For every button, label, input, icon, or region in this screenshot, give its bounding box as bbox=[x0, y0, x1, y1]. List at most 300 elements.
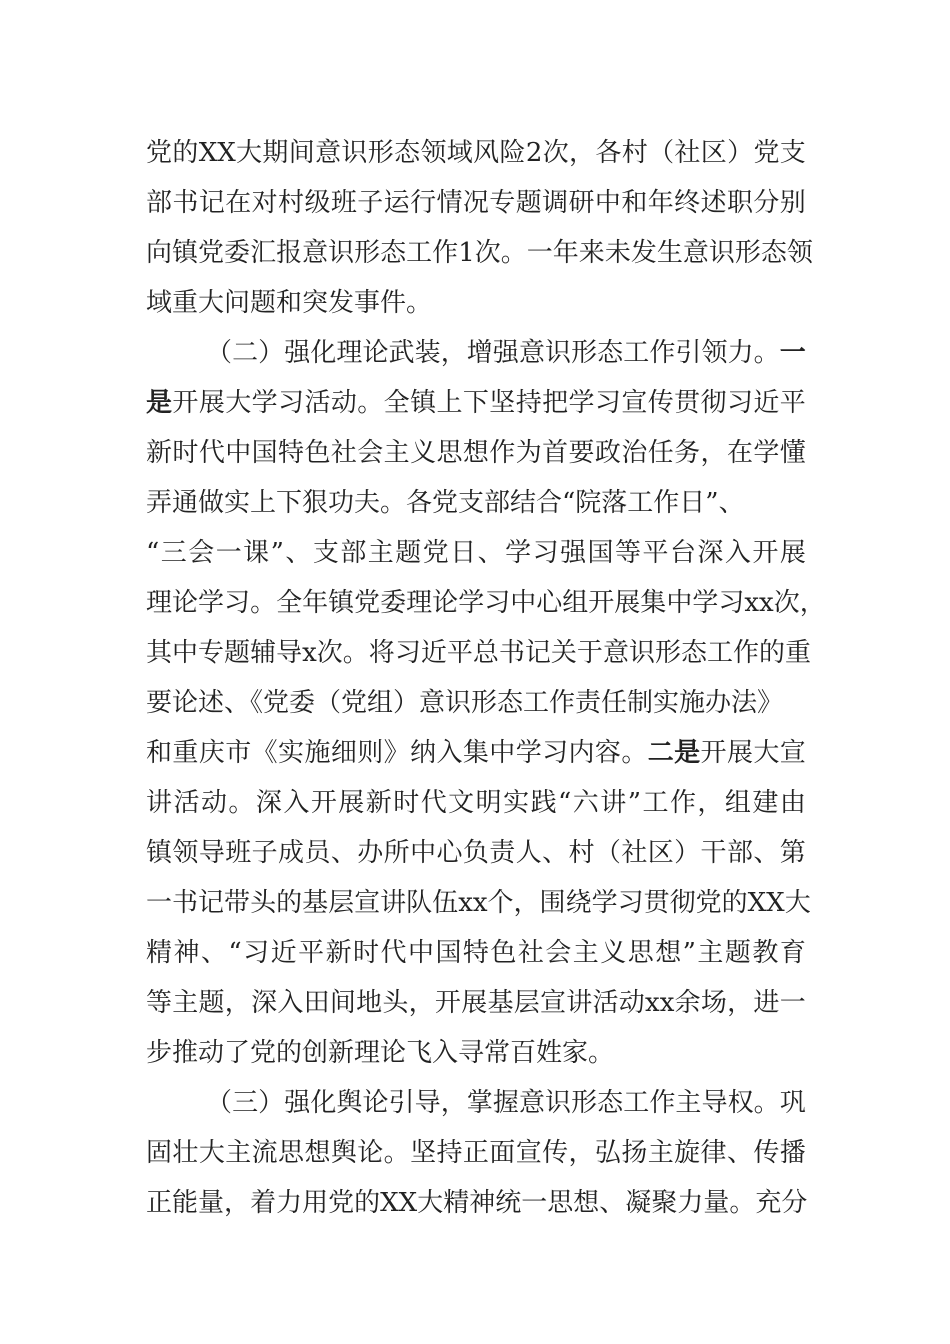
char: 导 bbox=[276, 638, 303, 668]
char: 一 bbox=[779, 988, 806, 1018]
char: 会 bbox=[188, 538, 215, 568]
char: 班 bbox=[330, 188, 357, 218]
char: 主 bbox=[675, 1088, 702, 1118]
char: 态 bbox=[597, 338, 624, 368]
char: 近 bbox=[753, 388, 780, 418]
char: 时 bbox=[393, 788, 420, 818]
text-line bbox=[146, 228, 813, 278]
char: 其 bbox=[146, 638, 173, 668]
char: 、 bbox=[599, 1188, 626, 1218]
char: 职 bbox=[726, 188, 753, 218]
char: 深 bbox=[251, 988, 278, 1018]
char: 坚 bbox=[489, 388, 516, 418]
char: 实 bbox=[278, 738, 305, 768]
text-line bbox=[146, 578, 826, 628]
char: 社 bbox=[517, 938, 544, 968]
char: 想 bbox=[655, 938, 682, 968]
char: 学 bbox=[198, 588, 225, 618]
char: 记 bbox=[524, 638, 551, 668]
char: 于 bbox=[576, 638, 603, 668]
char: 量 bbox=[703, 1188, 730, 1218]
char: 展 bbox=[726, 738, 753, 768]
char: 态 bbox=[760, 238, 787, 268]
char: 的 bbox=[759, 638, 786, 668]
char: 党 bbox=[354, 588, 381, 618]
text-line bbox=[146, 278, 806, 328]
char: 情 bbox=[436, 188, 463, 218]
char: 三 bbox=[160, 538, 187, 568]
char: 态 bbox=[394, 138, 421, 168]
char: 围 bbox=[539, 888, 566, 918]
char: 台 bbox=[669, 538, 696, 568]
char: 书 bbox=[498, 638, 525, 668]
char: 化 bbox=[310, 338, 337, 368]
char: 中 bbox=[225, 438, 252, 468]
char: 次 bbox=[542, 138, 569, 168]
char: 讲 bbox=[566, 988, 593, 1018]
char: 向 bbox=[146, 238, 173, 268]
char: 办 bbox=[357, 838, 384, 868]
text-line bbox=[146, 1078, 806, 1128]
char: 着 bbox=[250, 1188, 277, 1218]
char: 子 bbox=[357, 188, 384, 218]
char: 强 bbox=[560, 538, 587, 568]
char: 各 bbox=[595, 138, 622, 168]
char: XX bbox=[747, 888, 785, 918]
char: 班 bbox=[225, 838, 252, 868]
char: 动 bbox=[618, 988, 645, 1018]
char: 学 bbox=[458, 588, 485, 618]
char: 新 bbox=[146, 438, 173, 468]
char: 、 bbox=[753, 838, 780, 868]
char: 代 bbox=[198, 438, 225, 468]
char: 讲 bbox=[380, 888, 407, 918]
char: 理 bbox=[406, 588, 433, 618]
char: 强 bbox=[284, 338, 311, 368]
char: 党 bbox=[695, 888, 722, 918]
char: （ bbox=[206, 1088, 233, 1118]
char: 主 bbox=[647, 1138, 674, 1168]
char: 则 bbox=[357, 738, 384, 768]
char: 组 bbox=[562, 588, 589, 618]
char: 细 bbox=[330, 738, 357, 768]
char: 意 bbox=[302, 238, 329, 268]
char: 开 bbox=[310, 788, 337, 818]
char: 文 bbox=[448, 788, 475, 818]
char: 市 bbox=[225, 738, 252, 768]
char: ， bbox=[697, 788, 724, 818]
char: 意 bbox=[602, 638, 629, 668]
char: 理 bbox=[146, 588, 173, 618]
char: 重 bbox=[172, 738, 199, 768]
char: 想 bbox=[304, 1138, 331, 1168]
char: 识 bbox=[628, 638, 655, 668]
char: 运 bbox=[383, 188, 410, 218]
char: 习 bbox=[394, 638, 421, 668]
char: 部 bbox=[340, 538, 367, 568]
char: 展 bbox=[614, 588, 641, 618]
char: 人 bbox=[515, 838, 542, 868]
char: 、 bbox=[285, 538, 312, 568]
char: 掌 bbox=[466, 1088, 493, 1118]
char: 中 bbox=[172, 638, 199, 668]
char: 量 bbox=[198, 1188, 225, 1218]
char: 学 bbox=[568, 388, 595, 418]
char: 主 bbox=[697, 938, 724, 968]
char: 活 bbox=[592, 988, 619, 1018]
char: 主 bbox=[383, 438, 410, 468]
char: 导 bbox=[701, 1088, 728, 1118]
char: 全 bbox=[276, 588, 303, 618]
char: XX bbox=[380, 1188, 418, 1218]
text-line bbox=[146, 1178, 806, 1228]
char: 精 bbox=[146, 938, 173, 968]
char: 识 bbox=[545, 338, 572, 368]
char: ， bbox=[569, 138, 596, 168]
char: 。 bbox=[753, 1088, 780, 1118]
char: 、 bbox=[542, 838, 569, 868]
char: 用 bbox=[302, 1188, 329, 1218]
char: 识 bbox=[341, 138, 368, 168]
char: 开 bbox=[700, 738, 727, 768]
char: 平 bbox=[446, 638, 473, 668]
bold-char: 二 bbox=[647, 738, 674, 768]
line-text: 要论述、《党委（党组）意识形态工作责任制实施办法》 bbox=[146, 688, 784, 718]
char: 期 bbox=[262, 138, 289, 168]
char: 、 bbox=[330, 838, 357, 868]
char: 第 bbox=[779, 838, 806, 868]
char: 个 bbox=[487, 888, 514, 918]
char: 入 bbox=[724, 538, 751, 568]
char: 色 bbox=[304, 438, 331, 468]
char: 义 bbox=[600, 938, 627, 968]
char: 党 bbox=[422, 538, 449, 568]
char: 村 bbox=[621, 138, 648, 168]
char: 动 bbox=[330, 388, 357, 418]
char: 作 bbox=[649, 338, 676, 368]
char: 镇 bbox=[410, 388, 437, 418]
char: 题 bbox=[515, 188, 542, 218]
char: 别 bbox=[779, 188, 806, 218]
char: 展 bbox=[338, 788, 365, 818]
text-line bbox=[146, 928, 806, 978]
char: ， bbox=[513, 888, 540, 918]
char: 明 bbox=[475, 788, 502, 818]
bold-char: 是 bbox=[146, 388, 173, 418]
char: 主 bbox=[172, 988, 199, 1018]
char: 贯 bbox=[643, 888, 670, 918]
char: 大 bbox=[198, 1138, 225, 1168]
char: 舆 bbox=[336, 1088, 363, 1118]
char: ， bbox=[700, 438, 727, 468]
char: 习 bbox=[726, 388, 753, 418]
text-line bbox=[146, 978, 806, 1028]
char: 充 bbox=[755, 1188, 782, 1218]
char: 识 bbox=[708, 238, 735, 268]
char: 年 bbox=[302, 588, 329, 618]
char: 流 bbox=[251, 1138, 278, 1168]
char: 行 bbox=[410, 188, 437, 218]
bold-char: 一 bbox=[779, 338, 806, 368]
char: 员 bbox=[304, 838, 331, 868]
char: 集 bbox=[640, 588, 667, 618]
char: 平 bbox=[298, 938, 325, 968]
char: 宣 bbox=[779, 738, 806, 768]
char: 发 bbox=[630, 238, 657, 268]
char: 由 bbox=[779, 788, 806, 818]
char: xx bbox=[744, 588, 774, 618]
char: 新 bbox=[365, 788, 392, 818]
char: 律 bbox=[700, 1138, 727, 1168]
char: 。 bbox=[500, 238, 527, 268]
char: 社 bbox=[674, 138, 701, 168]
char: 层 bbox=[328, 888, 355, 918]
char: 导 bbox=[414, 1088, 441, 1118]
char: 学 bbox=[692, 588, 719, 618]
char: 负 bbox=[462, 838, 489, 868]
char: 主 bbox=[367, 538, 394, 568]
char: 部 bbox=[146, 188, 173, 218]
char: 组 bbox=[724, 788, 751, 818]
char: 论 bbox=[432, 588, 459, 618]
text-line bbox=[146, 478, 806, 528]
char: 聚 bbox=[651, 1188, 678, 1218]
char: 要 bbox=[568, 438, 595, 468]
char: 党 bbox=[146, 138, 173, 168]
char: 研 bbox=[568, 188, 595, 218]
char: 和 bbox=[146, 738, 173, 768]
char: ， bbox=[727, 988, 754, 1018]
char: 、 bbox=[477, 538, 504, 568]
char: ” bbox=[270, 538, 284, 568]
text-line bbox=[146, 678, 806, 728]
char: 场 bbox=[700, 988, 727, 1018]
char: 论 bbox=[172, 588, 199, 618]
char: 等 bbox=[615, 538, 642, 568]
char: 书 bbox=[172, 888, 199, 918]
char: 正 bbox=[146, 1188, 173, 1218]
char: 讲 bbox=[600, 788, 627, 818]
char: 镇 bbox=[172, 238, 199, 268]
char: 大 bbox=[753, 738, 780, 768]
char: 部 bbox=[726, 838, 753, 868]
char: 分 bbox=[753, 188, 780, 218]
char: 装 bbox=[414, 338, 441, 368]
char: 近 bbox=[420, 638, 447, 668]
char: 壮 bbox=[172, 1138, 199, 1168]
char: 特 bbox=[278, 438, 305, 468]
char: 践 bbox=[530, 788, 557, 818]
char: 生 bbox=[656, 238, 683, 268]
char: 》 bbox=[383, 738, 410, 768]
char: 任 bbox=[647, 438, 674, 468]
char: 习 bbox=[484, 588, 511, 618]
char: 平 bbox=[642, 538, 669, 568]
char: 传 bbox=[647, 388, 674, 418]
char: 意 bbox=[315, 138, 342, 168]
char: 近 bbox=[270, 938, 297, 968]
char: 题 bbox=[198, 988, 225, 1018]
char: 形 bbox=[367, 138, 394, 168]
char: 头 bbox=[382, 988, 409, 1018]
char: 中 bbox=[594, 188, 621, 218]
char: 干 bbox=[700, 838, 727, 868]
char: 识 bbox=[328, 238, 355, 268]
char: 展 bbox=[198, 388, 225, 418]
char: 把 bbox=[542, 388, 569, 418]
char: 主 bbox=[225, 1138, 252, 1168]
char: 意 bbox=[682, 238, 709, 268]
text-line bbox=[146, 428, 806, 478]
char: 增 bbox=[466, 338, 493, 368]
char: 思 bbox=[627, 938, 654, 968]
char: xx bbox=[458, 888, 488, 918]
char: 关 bbox=[550, 638, 577, 668]
char: 彻 bbox=[669, 888, 696, 918]
char: 作 bbox=[669, 788, 696, 818]
char: 会 bbox=[545, 938, 572, 968]
char: 宣 bbox=[515, 1138, 542, 1168]
char: 对 bbox=[251, 188, 278, 218]
char: 施 bbox=[304, 738, 331, 768]
char: 领 bbox=[701, 338, 728, 368]
char: 形 bbox=[734, 238, 761, 268]
char: 分 bbox=[781, 1188, 808, 1218]
char: 将 bbox=[368, 638, 395, 668]
char: 、 bbox=[726, 1138, 753, 1168]
char: 建 bbox=[752, 788, 779, 818]
char: 在 bbox=[726, 438, 753, 468]
text-line bbox=[146, 328, 806, 378]
char: 余 bbox=[674, 988, 701, 1018]
char: 习 bbox=[594, 388, 621, 418]
char: 的 bbox=[276, 888, 303, 918]
char: 。 bbox=[753, 338, 780, 368]
char: 述 bbox=[700, 188, 727, 218]
char: 年 bbox=[552, 238, 579, 268]
char: 。 bbox=[228, 788, 255, 818]
char: 为 bbox=[515, 438, 542, 468]
char: “ bbox=[146, 538, 160, 568]
char: ” bbox=[682, 938, 696, 968]
char: 首 bbox=[542, 438, 569, 468]
text-line bbox=[146, 828, 806, 878]
char: （ bbox=[206, 338, 233, 368]
char: 色 bbox=[490, 938, 517, 968]
char: 党 bbox=[328, 1188, 355, 1218]
char: 辅 bbox=[250, 638, 277, 668]
char: 想 bbox=[573, 1188, 600, 1218]
text-line bbox=[146, 1028, 806, 1078]
char: 三 bbox=[232, 1088, 259, 1118]
char: 。 bbox=[342, 638, 369, 668]
char: 力 bbox=[276, 1188, 303, 1218]
text-line bbox=[146, 878, 811, 928]
char: 的 bbox=[172, 138, 199, 168]
char: 纳 bbox=[410, 738, 437, 768]
char: 主 bbox=[572, 938, 599, 968]
char: 统 bbox=[495, 1188, 522, 1218]
char: 总 bbox=[472, 638, 499, 668]
char: 党 bbox=[198, 238, 225, 268]
char: 深 bbox=[255, 788, 282, 818]
char: 态 bbox=[680, 638, 707, 668]
char: （ bbox=[594, 838, 621, 868]
char: 委 bbox=[224, 238, 251, 268]
char: 下 bbox=[462, 388, 489, 418]
char: 识 bbox=[545, 1088, 572, 1118]
char: 工 bbox=[642, 788, 669, 818]
char: xx bbox=[645, 988, 675, 1018]
char: 领 bbox=[172, 838, 199, 868]
char: 能 bbox=[172, 1188, 199, 1218]
char: 入 bbox=[436, 738, 463, 768]
char: ， bbox=[440, 1088, 467, 1118]
char: 。 bbox=[357, 388, 384, 418]
char: 一 bbox=[146, 888, 173, 918]
line-text: 域重大问题和突发事件。 bbox=[146, 288, 433, 318]
char: 的 bbox=[721, 888, 748, 918]
char: 支 bbox=[779, 138, 806, 168]
char: ） bbox=[258, 1088, 285, 1118]
char: 旋 bbox=[674, 1138, 701, 1168]
char: 绕 bbox=[565, 888, 592, 918]
char: 作 bbox=[649, 1088, 676, 1118]
char: 记 bbox=[198, 188, 225, 218]
char: 正 bbox=[462, 1138, 489, 1168]
char: 镇 bbox=[146, 838, 173, 868]
char: 凝 bbox=[625, 1188, 652, 1218]
char: 宣 bbox=[354, 888, 381, 918]
text-line bbox=[146, 528, 806, 578]
char: 想 bbox=[462, 438, 489, 468]
char: 神 bbox=[173, 938, 200, 968]
char: 次 bbox=[773, 588, 800, 618]
char: 持 bbox=[436, 1138, 463, 1168]
char: 时 bbox=[353, 938, 380, 968]
line-text: 弄通做实上下狠功夫。各党支部结合“院落工作日”、 bbox=[146, 488, 745, 518]
char: 固 bbox=[146, 1138, 173, 1168]
text-line bbox=[146, 378, 806, 428]
char: 化 bbox=[310, 1088, 337, 1118]
char: 工 bbox=[623, 338, 650, 368]
char: 。 bbox=[250, 588, 277, 618]
char: 大 bbox=[236, 138, 263, 168]
char: 意 bbox=[518, 338, 545, 368]
char: 进 bbox=[753, 988, 780, 1018]
char: 强 bbox=[492, 338, 519, 368]
char: 成 bbox=[278, 838, 305, 868]
char: 记 bbox=[198, 888, 225, 918]
char: 一 bbox=[215, 538, 242, 568]
char: 论 bbox=[357, 1138, 384, 1168]
char: 党 bbox=[753, 138, 780, 168]
char: 引 bbox=[388, 1088, 415, 1118]
char: 思 bbox=[436, 438, 463, 468]
char: 彻 bbox=[700, 388, 727, 418]
char: 。 bbox=[621, 738, 648, 768]
text-line bbox=[146, 178, 806, 228]
char: 展 bbox=[779, 538, 806, 568]
char: 习 bbox=[224, 588, 251, 618]
char: 形 bbox=[571, 1088, 598, 1118]
char: 题 bbox=[724, 938, 751, 968]
char: 伍 bbox=[432, 888, 459, 918]
char: 镇 bbox=[328, 588, 355, 618]
char: 国 bbox=[587, 538, 614, 568]
char: 一 bbox=[526, 238, 553, 268]
char: 握 bbox=[492, 1088, 519, 1118]
